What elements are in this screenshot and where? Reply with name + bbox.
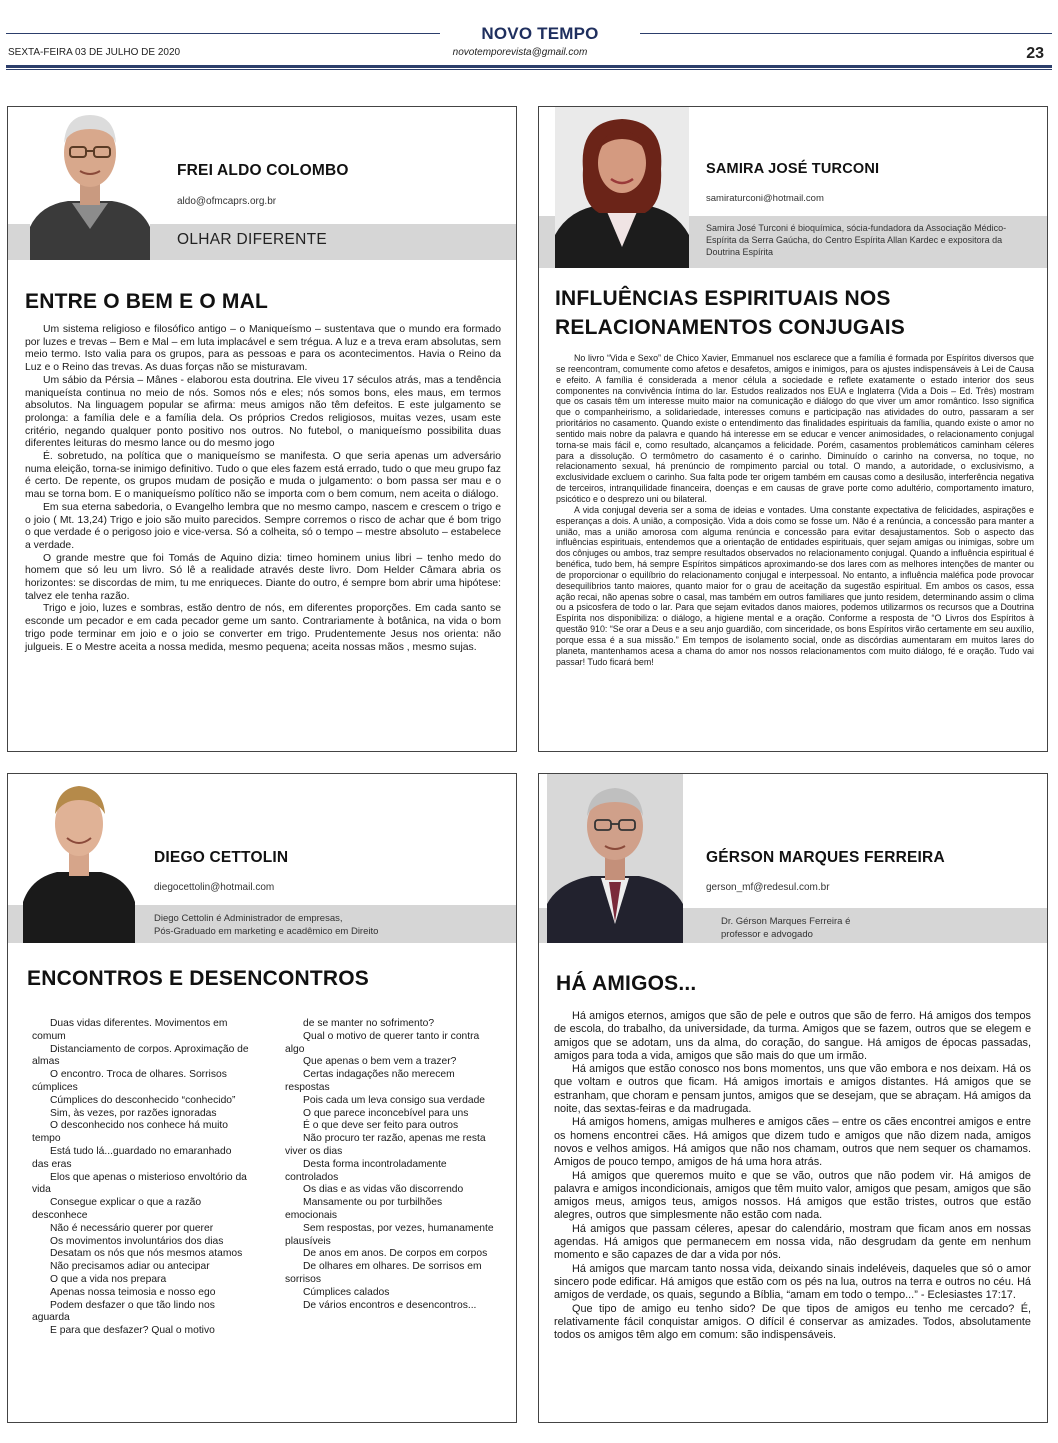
article-title: HÁ AMIGOS... xyxy=(556,972,697,995)
page-number: 23 xyxy=(1026,45,1044,62)
poem-line: Apenas nossa teimosia e nosso ego xyxy=(50,1286,216,1298)
poem-line: Que apenas o bem vem a trazer? xyxy=(303,1056,457,1068)
poem-line: Duas vidas diferentes. Movimentos em comum xyxy=(32,1018,228,1042)
author-name: FREI ALDO COLOMBO xyxy=(177,162,349,179)
poem-line: Os movimentos involuntários dos dias xyxy=(50,1235,224,1247)
author-photo xyxy=(30,107,150,260)
article-body xyxy=(25,324,501,654)
poem-line: Distanciamento de corpos. Aproximação de almas xyxy=(32,1043,249,1068)
publication-email: novotemporevista@gmail.com xyxy=(452,47,588,58)
poem-line: O que a vida nos prepara xyxy=(50,1273,167,1285)
author-name: DIEGO CETTOLIN xyxy=(154,849,289,866)
author-email: gerson_mf@redesul.com.br xyxy=(706,882,830,893)
poem-line: Qual o motivo de querer tanto ir contra algo xyxy=(285,1030,480,1055)
poem-line: O encontro. Troca de olhares. Sorrisos cúmplices xyxy=(32,1069,227,1093)
poem-column-2 xyxy=(285,1018,495,1312)
poem-line: É o que deve ser feito para outros xyxy=(303,1120,459,1132)
paragraph: Há amigos homens, amigas mulheres e amigos cães – entre os cães encontrei amigos e entre os homens encontrei cães. Há amigos que dizem tudo e amigos que não dizem nada, amigos novos e velhos amigos. Há amigos que não nos chamam, outros que nem sequer os chamamos. Amigos de pouco tempo, amigos de há uma hora atrás. xyxy=(554,1116,1031,1169)
poem-line: Cúmplices do desconhecido “conhecido” xyxy=(50,1094,236,1106)
poem-line: Não precisamos adiar ou antecipar xyxy=(50,1261,210,1273)
paragraph: Um sábio da Pérsia – Mânes - elaborou esta doutrina. Ele viveu 17 séculos atrás, mas a tendência maniqueísta continua no meio de nós. Somos nós e eles; nós somos bons, eles maus, em termos absolutos. Na linguagem popular se afirma: meus amigos não têm defeitos. E este julgamento se prolonga: a família dele e a família dela. Os próprios Credos religiosos, muitas vezes, usam este critério, negando qualquer ponto positivo nos outros. No futebol, o maniqueísmo possibilita duas diferentes leituras do mesmo lance ou do mesmo jogo xyxy=(25,374,501,450)
poem-line: O desconhecido nos conhece há muito tempo xyxy=(32,1120,229,1145)
poem-line: De olhares em olhares. De sorrisos em sorrisos xyxy=(285,1261,482,1285)
poem-line: Desatam os nós que nós mesmos atamos xyxy=(50,1248,243,1260)
author-photo xyxy=(555,107,689,268)
paragraph: Há amigos que passam céleres, apesar do calendário, mostram que ficam anos em nossas agendas. Há amigos que permanecem em nossa vida, não desgrudam da gente em nenhum momento e são capazes de dar a vida por nós. xyxy=(554,1222,1031,1262)
poem-line: O que parece inconcebível para uns xyxy=(303,1107,469,1119)
poem-line: Não é necessário querer por querer xyxy=(50,1222,214,1234)
paragraph: Em sua eterna sabedoria, o Evangelho lembra que no mesmo campo, nascem e crescem o trigo e o joio ( Mt. 13,24) Trigo e joio são muito parecidos. Sempre corremos o risco de achar que é bom trigo o que verdade é o perigoso joio e vice-versa. Só a colheita, só o tempo – mestre absoluto – estabelece a verdade. xyxy=(25,501,501,551)
poem-line: de se manter no sofrimento? xyxy=(303,1018,435,1029)
author-portrait-icon xyxy=(547,774,683,943)
poem-line: Sem respostas, por vezes, humanamente plausíveis xyxy=(285,1222,494,1247)
poem-line: De anos em anos. De corpos em corpos xyxy=(303,1248,488,1260)
author-photo xyxy=(547,774,683,943)
paragraph: Um sistema religioso e filosófico antigo – o Maniqueísmo – sustentava que o mundo era formado por luzes e trevas – Bem e Mal – em luta implacável e sem trégua. A luz e a treva eram absolutas, sem meio termo. Isto valia para os grupos, para as pessoas e para os acontecimentos. Havia o Reino da Luz e o Reino das trevas. As duas forças não se misturavam. xyxy=(25,324,501,374)
author-email: aldo@ofmcaprs.org.br xyxy=(177,196,277,207)
author-bio: Samira José Turconi é bioquímica, sócia-fundadora da Associação Médico-Espírita da Serra Gaúcha, do Centro Espírita Allan Kardec e expositora da Doutrina Espírita xyxy=(706,223,1007,257)
article-body xyxy=(556,353,1034,667)
author-portrait-icon xyxy=(23,774,135,943)
poem-line: Mansamente ou por turbilhões emocionais xyxy=(285,1197,443,1221)
poem-line: De vários encontros e desencontros... xyxy=(303,1299,477,1311)
poem-line: Certas indagações não merecem respostas xyxy=(285,1069,455,1093)
paragraph: Há amigos que estão conosco nos bons momentos, uns que vão embora e nos deixam. Há os que voltam e outros que ficam. Há amigos imortais e amigos distantes. Há amigos que se estranham, que choram e pensam juntos, amigos que se desejam, que se abraçam. Há amigos da noite, das sextas-feiras e da madrugada. xyxy=(554,1063,1031,1116)
article-title-line-2: RELACIONAMENTOS CONJUGAIS xyxy=(555,316,905,339)
poem-line: Sim, às vezes, por razões ignoradas xyxy=(50,1107,217,1119)
author-name: SAMIRA JOSÉ TURCONI xyxy=(706,161,880,177)
paragraph: Há amigos que marcam tanto nossa vida, deixando sinais indeléveis, daqueles que só o amor sincero pode edificar. Há amigos que estão com os pés na lua, outros na terra e outros no céu. Há amigos de verdade, os quais, segundo a Bíblia, “amam em todo o tempo...” - Eclesiastes 17:17. xyxy=(554,1262,1031,1302)
header-rule-bottom xyxy=(6,65,1052,68)
author-bio-line-1: Diego Cettolin é Administrador de empresas, xyxy=(154,913,343,924)
paragraph: No livro “Vida e Sexo” de Chico Xavier, Emmanuel nos esclarece que a família é formada por Espíritos diversos que se reencontram, comumente como afetos e desafetos, amigos e inimigos, para os ajustes indispensáveis à Lei de Causa e efeito. A família é considerada a menor célula a sociedade e reflete exatamente o estado interior dos seus componentes na convivência íntima do lar. Estudos realizados nos EUA e Inglaterra (Vida a Dois – Ed. Três) mostram que os casais têm um interesse muito maior na comunicação e diálogo do que viver um amor romântico. Isso significa que o companheirismo, a solidariedade, interesses comuns e participação nas atividades do outro, passaram a ser prioritários no casamento. Quando existe o entendimento das finalidades espirituais da família, quando existe o amor no sentido mais nobre da palavra e quando há interesse em se educar e vencer animosidades, o relacionamento conjugal torna-se mais fácil e, como resultado, alcançamos a felicidade. Porém, casamentos problemáticos caminham céleres para a dissolução. O termômetro do casamento é o carinho. Diminuído o carinho na conversa, no toque, no relacionamento sexual, há prenúncio de rompimento parcial ou total. O mando, a autoridade, o exclusivismo, a exclusividade excluem o carinho. Sua falta pode ter origem também em causas como a desilusão, interferência negativa de terceiros, intranquilidade financeira, doenças e em causas de grave porte como adultério, comportamento imaturo, psicótico e o desprezo uni ou bilateral. xyxy=(556,353,1034,504)
author-portrait-icon xyxy=(555,107,689,268)
poem-line: Pois cada um leva consigo sua verdade xyxy=(303,1094,486,1106)
poem-line: Cúmplices calados xyxy=(303,1286,390,1298)
author-name: GÉRSON MARQUES FERREIRA xyxy=(706,849,945,866)
poem-line: Está tudo lá...guardado no emaranhado das eras xyxy=(32,1145,232,1170)
article-panel-ferreira xyxy=(538,773,1048,1423)
poem-line: Os dias e as vidas vão discorrendo xyxy=(303,1184,464,1196)
article-panel-colombo xyxy=(7,106,517,752)
article-body xyxy=(554,1010,1031,1342)
poem-line: Não procuro ter razão, apenas me resta viver os dias xyxy=(285,1133,486,1157)
author-bio-line-1: Dr. Gérson Marques Ferreira é xyxy=(721,916,851,927)
paragraph: O grande mestre que foi Tomás de Aquino dizia: timeo hominem unius libri – tenho medo do homem que só leu um livro. Só lê a realidade através deste livro. Dom Helder Câmara abria os horizontes: se discordas de mim, tu me enriqueces. Diante do outro, é sempre bom abrir uma hipótese: talvez ele tenha razão. xyxy=(25,552,501,602)
author-photo xyxy=(23,774,135,943)
author-portrait-icon xyxy=(30,107,150,260)
article-title: ENCONTROS E DESENCONTROS xyxy=(27,967,369,990)
poem-line: Podem desfazer o que tão lindo nos aguarda xyxy=(32,1299,215,1324)
paragraph: A vida conjugal deveria ser a soma de ideias e vontades. Uma constante expectativa de felicidades, aspirações e esperanças a dois. A união, a composição. Vida a dois como se fosse um. Não é a renúncia, a concessão para manter a união, mas a união amorosa com alguma renúncia e concessão para evitar desajustamentos. Sob o aspecto das influências espirituais, entendemos que a orientação de entidades espirituais, quer sejam amigas ou inimigas, sobre um dos cônjuges ou ambos, traz sempre resultados observados no relacionamento conjugal. Quando a influência espiritual é benéfica, tudo bem, há sempre Espíritos simpáticos aproximando-se dos lares com as melhores intenções de manter ou de proporcionar o equilíbrio do relacionamento conjugal e interpessoal. No entanto, a influência maléfica pode provocar desequilíbrios tanto maiores, quanto maior for o grau de aceitação da sugestão espiritual. Em ambos os casos, essa ação recai, não apenas sobre o casal, mas também em outros familiares que junto residem, determinando assim o clima ou a psicosfera de todo o lar. Para que sejam evitados danos maiores, podemos utilizarmos os recursos que a Doutrina Espírita nos disponibiliza: o diálogo, a higiene mental e a oração. Conforme a resposta de “O Livros dos Espíritos à questão 910: “Se orar a Deus e a seu anjo guardião, com sinceridade, os bons Espíritos virão certamente em seu auxílio, porque essa é a sua missão.” Em tempos de isolamento social, onde as discórdias aumentaram em muitos lares do planeta, mantenhamos acesa a chama do amor nos nossos relacionamentos com muito diálogo, fé e oração. Tudo vai passar! Tudo ficará bem! xyxy=(556,504,1034,667)
poem-line: Consegue explicar o que a razão desconhece xyxy=(32,1197,202,1221)
author-email: diegocettolin@hotmail.com xyxy=(154,882,275,893)
paragraph: É. sobretudo, na política que o maniqueísmo se manifesta. O que seria apenas um adversário numa eleição, torna-se inimigo definitivo. Tudo o que eles fazem está errado, tudo o que meu grupo faz é certo. De repente, os grupos mudam de posição e muda o julgamento: o bom passa ser mau e o mau se torna bom. E o maniqueísmo político não se importa com o bem comum, nem aceita o diálogo. xyxy=(25,451,501,501)
author-bio-line-2: Pós-Graduado em marketing e acadêmico em Direito xyxy=(154,926,379,937)
poem-column-1 xyxy=(32,1018,250,1338)
paragraph: Trigo e joio, luzes e sombras, estão dentro de nós, em diferentes proporções. Em cada santo se esconde um pecador e em cada pecador geme um santo. Contrariamente à botânica, na vida o bom trigo pode terminar em joio e o joio se converter em trigo. Prudentemente Jesus nos orienta: não julgueis. E o Mestre aceita a nossa medida, mesmo pequena; aceita nossas mãos , mesmo sujas. xyxy=(25,603,501,653)
masthead: NOVO TEMPO xyxy=(440,24,640,44)
poem-line: Desta forma incontroladamente controlados xyxy=(285,1158,447,1183)
poem-line: Elos que apenas o misterioso envoltório da vida xyxy=(32,1171,247,1196)
poem-line: E para que desfazer? Qual o motivo xyxy=(50,1325,215,1337)
article-panel-turconi xyxy=(538,106,1048,752)
article-title-line-1: INFLUÊNCIAS ESPIRITUAIS NOS xyxy=(555,287,891,310)
article-title: ENTRE O BEM E O MAL xyxy=(25,290,268,313)
paragraph: Há amigos eternos, amigos que são de pele e outros que são de ferro. Há amigos dos tempos de escola, do trabalho, da universidade, da turma. Amigos que se fazem, outros que se elegem e amigos que se adotam, uns da alma, do coração, do sangue. Há amigos de épocas passadas, amigos para toda a vida, amigos que são mais do que um irmão. xyxy=(554,1010,1031,1062)
author-email: samiraturconi@hotmail.com xyxy=(706,193,824,204)
author-bio-line-2: professor e advogado xyxy=(721,929,813,940)
article-panel-cettolin xyxy=(7,773,517,1423)
paragraph: Que tipo de amigo eu tenho sido? De que tipos de amigos eu tenho me cercado? É, relativamente fácil conquistar amigos. O difícil é conservar as amizades. Todos, absolutamente todos os amigos têm algo em comum: são indispensáveis. xyxy=(554,1302,1031,1342)
column-name: OLHAR DIFERENTE xyxy=(177,231,328,248)
publication-date: SEXTA-FEIRA 03 DE JULHO DE 2020 xyxy=(8,47,181,58)
header-rule-bottom-thin xyxy=(6,69,1052,70)
paragraph: Há amigos que queremos muito e que se vão, outros que não podem vir. Há amigos de palavra e amigos incondicionais, amigos que têm muito valor, amigos que pesam, amigos que são amigos meus, amigos teus, amigos nossos. Há amigos que estão tristes, outros que estão alegres, outros que simplesmente não estão com nada. xyxy=(554,1169,1031,1222)
